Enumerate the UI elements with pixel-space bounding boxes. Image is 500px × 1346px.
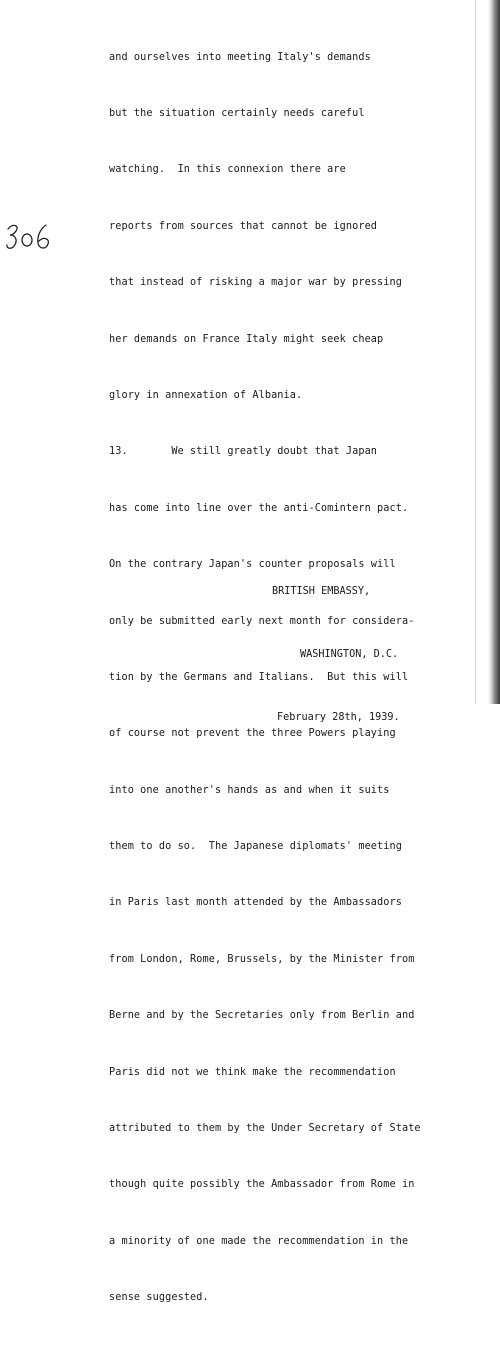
binding-shadow xyxy=(488,0,500,704)
text-line: attributed to them by the Under Secretary of State xyxy=(109,1123,421,1135)
text-line: On the contrary Japan's counter proposals will xyxy=(109,559,396,571)
text-line: into one another's hands as and when it suits xyxy=(109,784,390,796)
text-line: watching. In this connexion there are xyxy=(109,164,346,176)
letter-date: February 28th, 1939. xyxy=(277,712,400,723)
text-line: only be submitted early next month for considera- xyxy=(109,615,415,627)
embassy-location: WASHINGTON, D.C. xyxy=(300,649,399,660)
text-line: her demands on France Italy might seek cheap xyxy=(109,333,384,345)
text-line: from London, Rome, Brussels, by the Minister from xyxy=(109,953,415,965)
text-line: them to do so. The Japanese diplomats' meeting xyxy=(109,841,402,853)
text-line: a minority of one made the recommendation in the xyxy=(109,1235,409,1247)
text-line: and ourselves into meeting Italy's demands xyxy=(109,51,371,63)
text-line: sense suggested. xyxy=(109,1292,209,1304)
text-line: but the situation certainly needs careful xyxy=(109,107,365,119)
handwritten-margin-note xyxy=(4,221,60,255)
text-line: Berne and by the Secretaries only from Berlin and xyxy=(109,1010,415,1022)
text-line: tion by the Germans and Italians. But this will xyxy=(109,671,409,683)
text-line: has come into line over the anti-Comintern pact. xyxy=(109,502,409,514)
text-line: glory in annexation of Albania. xyxy=(109,389,303,401)
text-line: though quite possibly the Ambassador from Rome in xyxy=(109,1179,415,1191)
text-line: that instead of risking a major war by pressing xyxy=(109,277,402,289)
text-line: in Paris last month attended by the Ambassadors xyxy=(109,897,402,909)
page-fold-line xyxy=(475,0,476,704)
paragraph-13-start: 13. We still greatly doubt that Japan xyxy=(109,446,378,458)
text-line: of course not prevent the three Powers playing xyxy=(109,728,396,740)
embassy-name: BRITISH EMBASSY, xyxy=(272,586,371,597)
signature-block xyxy=(272,539,400,770)
text-line: Paris did not we think make the recommendation xyxy=(109,1066,396,1078)
text-line: reports from sources that cannot be ignored xyxy=(109,220,378,232)
